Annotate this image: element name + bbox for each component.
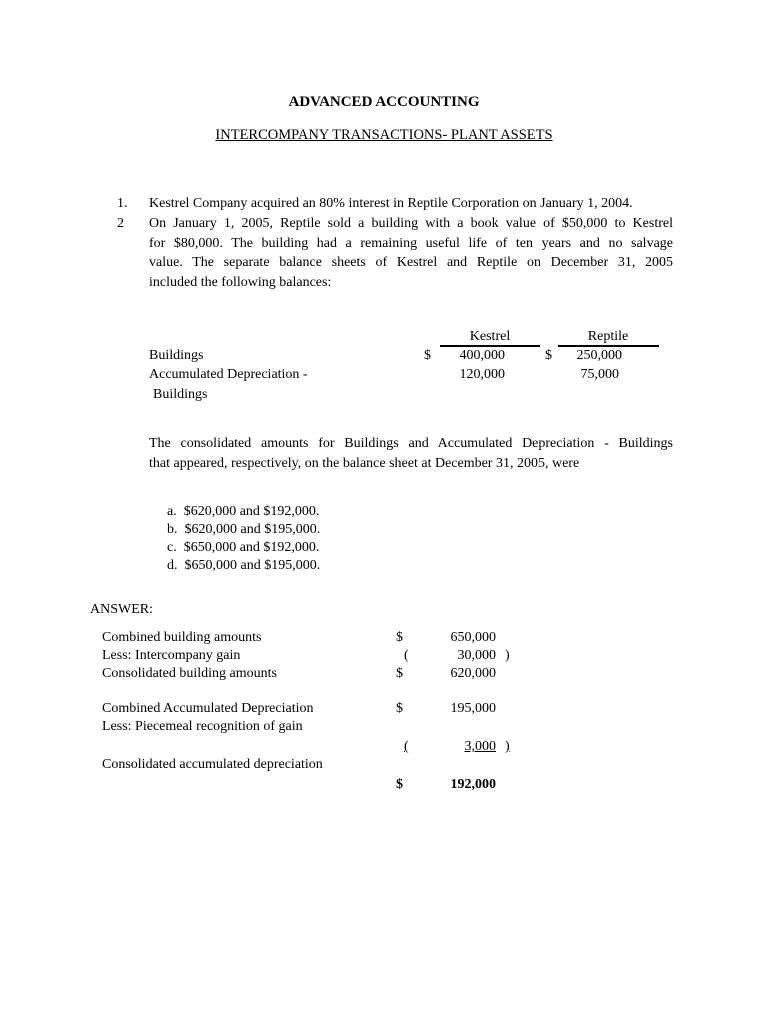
paragraph-line: value. The separate balance sheets of Kestrel and Reptile on December 31, 2005 (149, 255, 673, 270)
answer-close-paren: ) (505, 648, 510, 663)
answer-symbol: $ (396, 777, 403, 792)
answer-amount: 30,000 (457, 648, 496, 663)
answer-heading: ANSWER: (90, 602, 153, 617)
item-paragraph (149, 214, 673, 292)
answer-symbol: $ (396, 701, 403, 716)
paragraph-line: for $80,000. The building had a remaining useful life of ten years and no salvage (149, 235, 673, 251)
answer-amount: 650,000 (450, 630, 496, 645)
answer-amount: 620,000 (450, 666, 496, 681)
row-label: Buildings (149, 348, 204, 363)
paragraph-line: that appeared, respectively, on the balance sheet at December 31, 2005, were (149, 455, 580, 471)
answer-total: 192,000 (450, 777, 496, 792)
choice-text: $620,000 and $195,000. (184, 522, 321, 537)
answer-symbol: $ (396, 630, 403, 645)
answer-symbol: ( (404, 648, 409, 663)
answer-label: Combined building amounts (102, 630, 262, 645)
paragraph-line: The consolidated amounts for Buildings and Accumulated Depreciation - Buildings (149, 436, 673, 451)
choice-c (167, 538, 319, 558)
row-label-continued: Buildings (153, 387, 208, 402)
answer-close-paren: ) (505, 739, 510, 754)
row-label: Accumulated Depreciation - (149, 367, 308, 382)
reptile-value: 250,000 (576, 348, 622, 363)
paragraph-line: On January 1, 2005, Reptile sold a building with a book value of $50,000 to Kestrel (149, 216, 673, 231)
kestrel-value: 400,000 (459, 348, 505, 363)
answer-amount: 195,000 (450, 701, 496, 716)
answer-label: Less: Intercompany gain (102, 648, 241, 663)
choice-text: $650,000 and $192,000. (183, 540, 320, 555)
item-number: 2 (117, 216, 124, 231)
choice-letter: a. (167, 504, 177, 519)
reptile-value: 75,000 (580, 367, 619, 382)
column-header-reptile: Reptile (587, 329, 629, 344)
answer-label: Less: Piecemeal recognition of gain (102, 719, 303, 734)
item-text: Kestrel Company acquired an 80% interest in Reptile Corporation on January 1, 2004. (149, 196, 633, 211)
currency-symbol: $ (545, 348, 552, 363)
choice-text: $650,000 and $195,000. (184, 558, 321, 573)
choice-letter: d. (167, 558, 178, 573)
item-number: 1. (117, 196, 128, 211)
choice-letter: c. (167, 540, 177, 555)
answer-label: Combined Accumulated Depreciation (102, 701, 314, 716)
choice-d (167, 556, 320, 576)
answer-symbol: $ (396, 666, 403, 681)
answer-symbol: ( (404, 739, 409, 754)
document-subtitle: INTERCOMPANY TRANSACTIONS- PLANT ASSETS (215, 127, 553, 143)
kestrel-value: 120,000 (459, 367, 505, 382)
choice-b (167, 520, 320, 540)
choice-a (167, 502, 319, 522)
column-header-kestrel: Kestrel (469, 329, 511, 344)
question-paragraph (149, 434, 673, 473)
choice-text: $620,000 and $192,000. (183, 504, 320, 519)
answer-label: Consolidated building amounts (102, 666, 277, 681)
document-title: ADVANCED ACCOUNTING (288, 94, 480, 110)
answer-amount: 3,000 (464, 739, 496, 754)
paragraph-line: included the following balances: (149, 274, 332, 290)
answer-label: Consolidated accumulated depreciation (102, 757, 323, 772)
currency-symbol: $ (424, 348, 431, 363)
choice-letter: b. (167, 522, 178, 537)
